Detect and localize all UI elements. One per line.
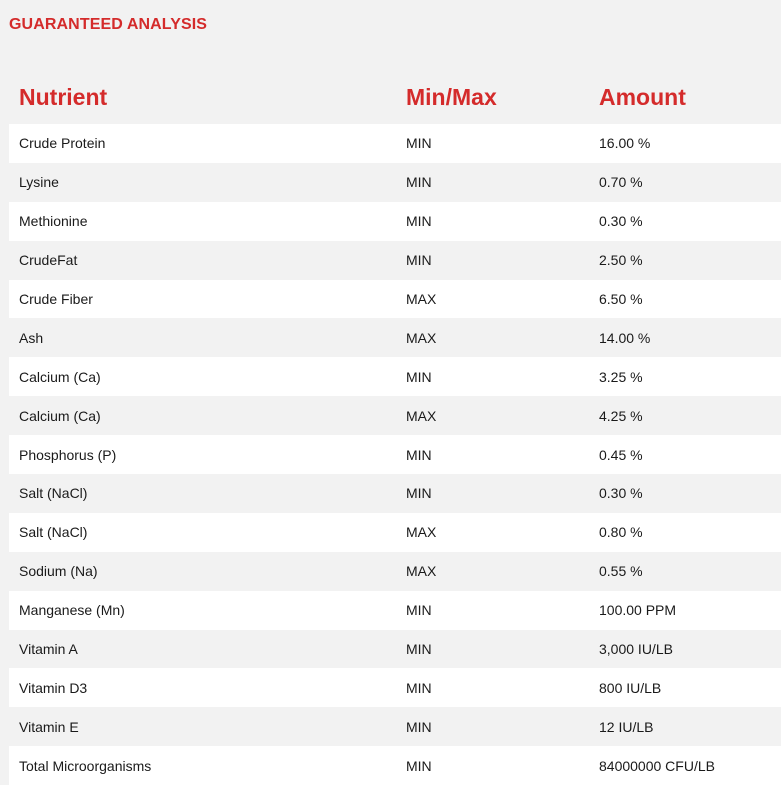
min-max-cell: MIN <box>406 174 432 191</box>
nutrient-cell: Sodium (Na) <box>19 563 98 580</box>
table-row <box>9 707 781 746</box>
header-nutrient: Nutrient <box>19 84 108 110</box>
amount-cell: 12 IU/LB <box>599 718 654 735</box>
nutrient-cell: Vitamin A <box>19 641 78 658</box>
nutrient-cell: Calcium (Ca) <box>19 368 101 385</box>
section-title: GUARANTEED ANALYSIS <box>9 16 208 33</box>
table-row <box>9 241 781 280</box>
nutrient-cell: Lysine <box>19 174 59 191</box>
nutrient-cell: Salt (NaCl) <box>19 524 88 541</box>
table-row <box>9 435 781 474</box>
min-max-cell: MIN <box>406 718 432 735</box>
min-max-cell: MIN <box>406 679 432 696</box>
table-row <box>9 746 781 785</box>
header-amount: Amount <box>599 84 686 110</box>
table-row <box>9 124 781 163</box>
table-row <box>9 396 781 435</box>
table-row <box>9 552 781 591</box>
min-max-cell: MIN <box>406 213 432 230</box>
min-max-cell: MIN <box>406 368 432 385</box>
table-row <box>9 318 781 357</box>
nutrient-cell: Total Microorganisms <box>19 757 152 774</box>
amount-cell: 0.55 % <box>599 563 643 580</box>
table-row <box>9 202 781 241</box>
header-min-max: Min/Max <box>406 84 497 110</box>
amount-cell: 84000000 CFU/LB <box>599 757 715 774</box>
min-max-cell: MIN <box>406 252 432 269</box>
min-max-cell: MIN <box>406 135 432 152</box>
amount-cell: 16.00 % <box>599 135 651 152</box>
amount-cell: 2.50 % <box>599 252 643 269</box>
table-row <box>9 474 781 513</box>
amount-cell: 3,000 IU/LB <box>599 641 673 658</box>
amount-cell: 0.30 % <box>599 213 643 230</box>
nutrient-cell: Manganese (Mn) <box>19 602 125 619</box>
table-row <box>9 513 781 552</box>
min-max-cell: MIN <box>406 757 432 774</box>
min-max-cell: MIN <box>406 485 432 502</box>
table-body <box>9 124 781 785</box>
guaranteed-analysis-table <box>9 70 781 785</box>
amount-cell: 3.25 % <box>599 368 643 385</box>
amount-cell: 0.80 % <box>599 524 643 541</box>
table-row <box>9 357 781 396</box>
amount-cell: 0.30 % <box>599 485 643 502</box>
min-max-cell: MAX <box>406 524 437 541</box>
nutrient-cell: Ash <box>19 329 44 346</box>
nutrient-cell: Vitamin D3 <box>19 679 88 696</box>
table-header-row <box>9 70 781 124</box>
amount-cell: 800 IU/LB <box>599 679 662 696</box>
table-row <box>9 668 781 707</box>
min-max-cell: MAX <box>406 563 437 580</box>
min-max-cell: MAX <box>406 329 437 346</box>
nutrient-cell: CrudeFat <box>19 252 78 269</box>
nutrient-cell: Phosphorus (P) <box>19 446 117 463</box>
nutrient-cell: Methionine <box>19 213 88 230</box>
amount-cell: 4.25 % <box>599 407 643 424</box>
amount-cell: 14.00 % <box>599 329 651 346</box>
min-max-cell: MAX <box>406 291 437 307</box>
min-max-cell: MIN <box>406 602 432 619</box>
nutrient-cell: Calcium (Ca) <box>19 407 101 424</box>
nutrient-cell: Vitamin E <box>19 718 79 735</box>
table-row <box>9 591 781 630</box>
amount-cell: 0.70 % <box>599 174 643 191</box>
amount-cell: 100.00 PPM <box>599 602 677 619</box>
min-max-cell: MAX <box>406 407 437 424</box>
table-row <box>9 163 781 202</box>
table-row <box>9 280 781 319</box>
nutrient-cell: Salt (NaCl) <box>19 485 88 502</box>
table-row <box>9 630 781 669</box>
amount-cell: 0.45 % <box>599 446 643 463</box>
amount-cell: 6.50 % <box>599 291 643 307</box>
nutrient-cell: Crude Protein <box>19 135 106 152</box>
min-max-cell: MIN <box>406 446 432 463</box>
min-max-cell: MIN <box>406 641 432 658</box>
nutrient-cell: Crude Fiber <box>19 291 93 307</box>
